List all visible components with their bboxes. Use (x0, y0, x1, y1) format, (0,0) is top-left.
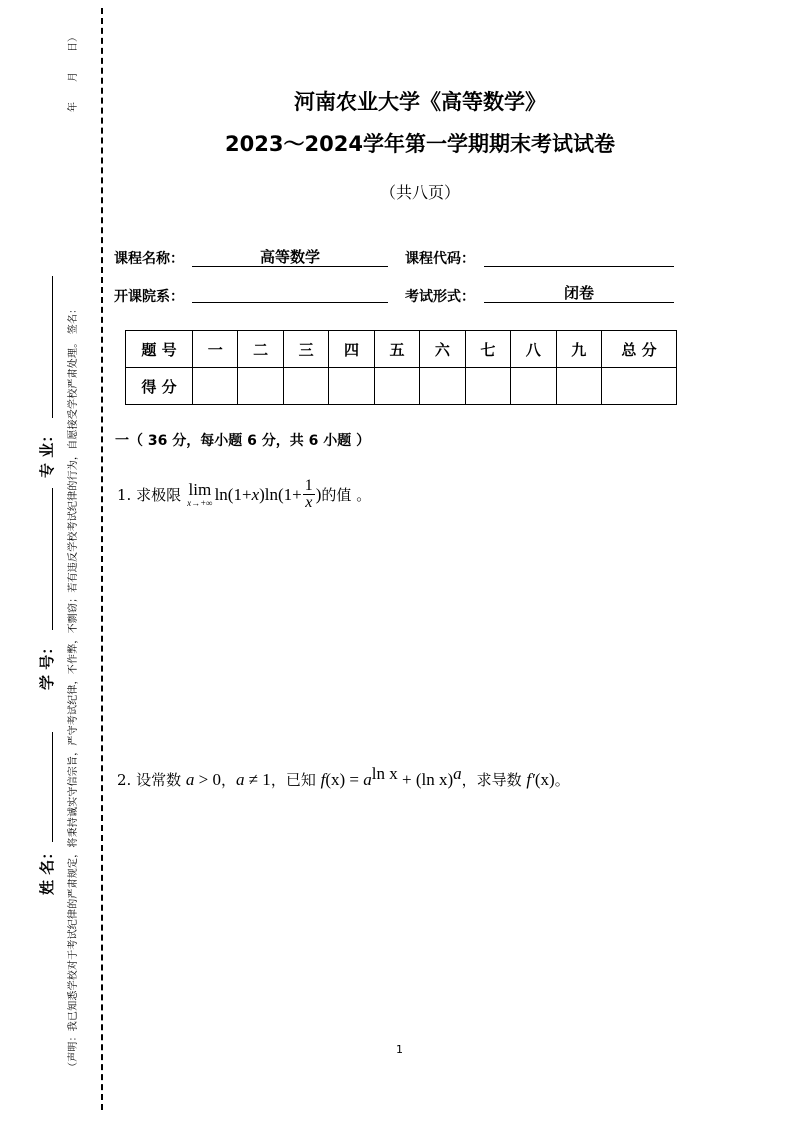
score-cell[interactable] (283, 368, 328, 405)
q1-suffix: 的值 。 (321, 486, 372, 504)
score-table (125, 330, 677, 405)
header-cell: 二 (238, 331, 283, 368)
question-1 (117, 478, 371, 511)
q2-sep: ， (220, 771, 236, 789)
major-label: 专 业： (38, 427, 56, 478)
header-cell: 五 (374, 331, 419, 368)
date-month: 月 (68, 72, 79, 82)
signature-date (64, 32, 79, 132)
q1-var-x: x (251, 484, 260, 504)
binding-dashed-line (101, 8, 103, 1110)
department-label: 开课院系： (114, 289, 184, 305)
student-id-field-line[interactable] (52, 488, 53, 630)
question-2 (117, 764, 570, 790)
integrity-declaration: （声明：我已知悉学校对于考试纪律的严肃规定，将秉持诚实守信宗旨，严守考试纪律，不作弊，不剽窃；若有违反学校考试纪律的行为，自愿接受学校严肃处理。 签名： (68, 303, 79, 1072)
header-cell: 四 (329, 331, 374, 368)
score-cell[interactable] (238, 368, 283, 405)
q2-f: f (320, 770, 326, 789)
q1-limit (187, 481, 212, 508)
course-name-field[interactable]: 高等数学 (192, 248, 388, 267)
date-day: 日） (68, 32, 79, 52)
q2-plus: + (ln x) (397, 770, 454, 789)
score-cell[interactable] (556, 368, 602, 405)
q2-fx: (x) (325, 770, 346, 789)
header-cell: 三 (283, 331, 328, 368)
q2-exp-a: a (453, 764, 462, 783)
section-1-title: 一（ 36 分，每小题 6 分，共 6 小题 ） (115, 433, 371, 449)
q2-cond1-var: a (185, 770, 195, 789)
q2-fprime: f′ (526, 770, 535, 789)
score-cell[interactable] (602, 368, 677, 405)
q2-cond2-rel: ≠ 1 (244, 770, 271, 789)
q2-cond2-var: a (235, 770, 245, 789)
department-field[interactable] (192, 284, 388, 303)
exam-form-label: 考试形式： (405, 289, 475, 305)
page-number: 1 (396, 1043, 403, 1056)
q2-eq: = (345, 770, 364, 789)
q1-lim-word: lim (188, 480, 212, 499)
exam-form-field[interactable]: 闭卷 (484, 284, 674, 303)
course-code-field[interactable] (484, 248, 674, 267)
q1-lim-sub: x→+∞ (187, 498, 213, 508)
score-cell[interactable] (465, 368, 510, 405)
q2-prefix: 2. 设常数 (117, 771, 186, 789)
header-cell: 八 (511, 331, 556, 368)
score-cell[interactable] (329, 368, 374, 405)
score-row-label: 得 分 (126, 368, 193, 405)
score-cell[interactable] (511, 368, 556, 405)
q1-fraction (303, 478, 315, 511)
q2-cond1-rel: > 0 (194, 770, 221, 789)
q1-frac-num: 1 (304, 477, 313, 494)
course-name-label: 课程名称： (114, 251, 184, 267)
q2-base-a: a (363, 770, 372, 789)
q2-mid: ，已知 (270, 771, 321, 789)
header-cell: 题 号 (126, 331, 193, 368)
q1-frac-den: x (305, 494, 313, 511)
exam-title: 河南农业大学《高等数学》 (294, 90, 546, 114)
score-table-score-row (126, 368, 677, 405)
course-code-label: 课程代码： (405, 251, 475, 267)
q1-expr-b: )ln(1+ (259, 484, 302, 504)
score-cell[interactable] (420, 368, 465, 405)
q1-expr-a: ln(1+ (214, 484, 252, 504)
header-cell: 一 (193, 331, 238, 368)
header-cell: 七 (465, 331, 510, 368)
score-cell[interactable] (374, 368, 419, 405)
q2-fprime-x: (x) (534, 770, 555, 789)
score-cell[interactable] (193, 368, 238, 405)
q2-ask: ，求导数 (461, 771, 527, 789)
name-label: 姓 名： (38, 844, 56, 895)
header-cell: 总 分 (602, 331, 677, 368)
page-count: （共八页） (379, 183, 460, 202)
student-id-label: 学 号： (38, 639, 56, 690)
q1-prefix: 1. 求极限 (117, 486, 182, 504)
name-field-line[interactable] (52, 732, 53, 842)
date-year: 年 (68, 102, 79, 112)
header-cell: 九 (556, 331, 602, 368)
score-table-header-row (126, 331, 677, 368)
major-field-line[interactable] (52, 276, 53, 418)
exam-subtitle: 2023～2024学年第一学期期末考试试卷 (225, 132, 615, 156)
q2-exp-ln: ln x (371, 764, 398, 783)
header-cell: 六 (420, 331, 465, 368)
q1-expr-c: ) (315, 484, 322, 504)
q2-end: 。 (554, 771, 570, 789)
